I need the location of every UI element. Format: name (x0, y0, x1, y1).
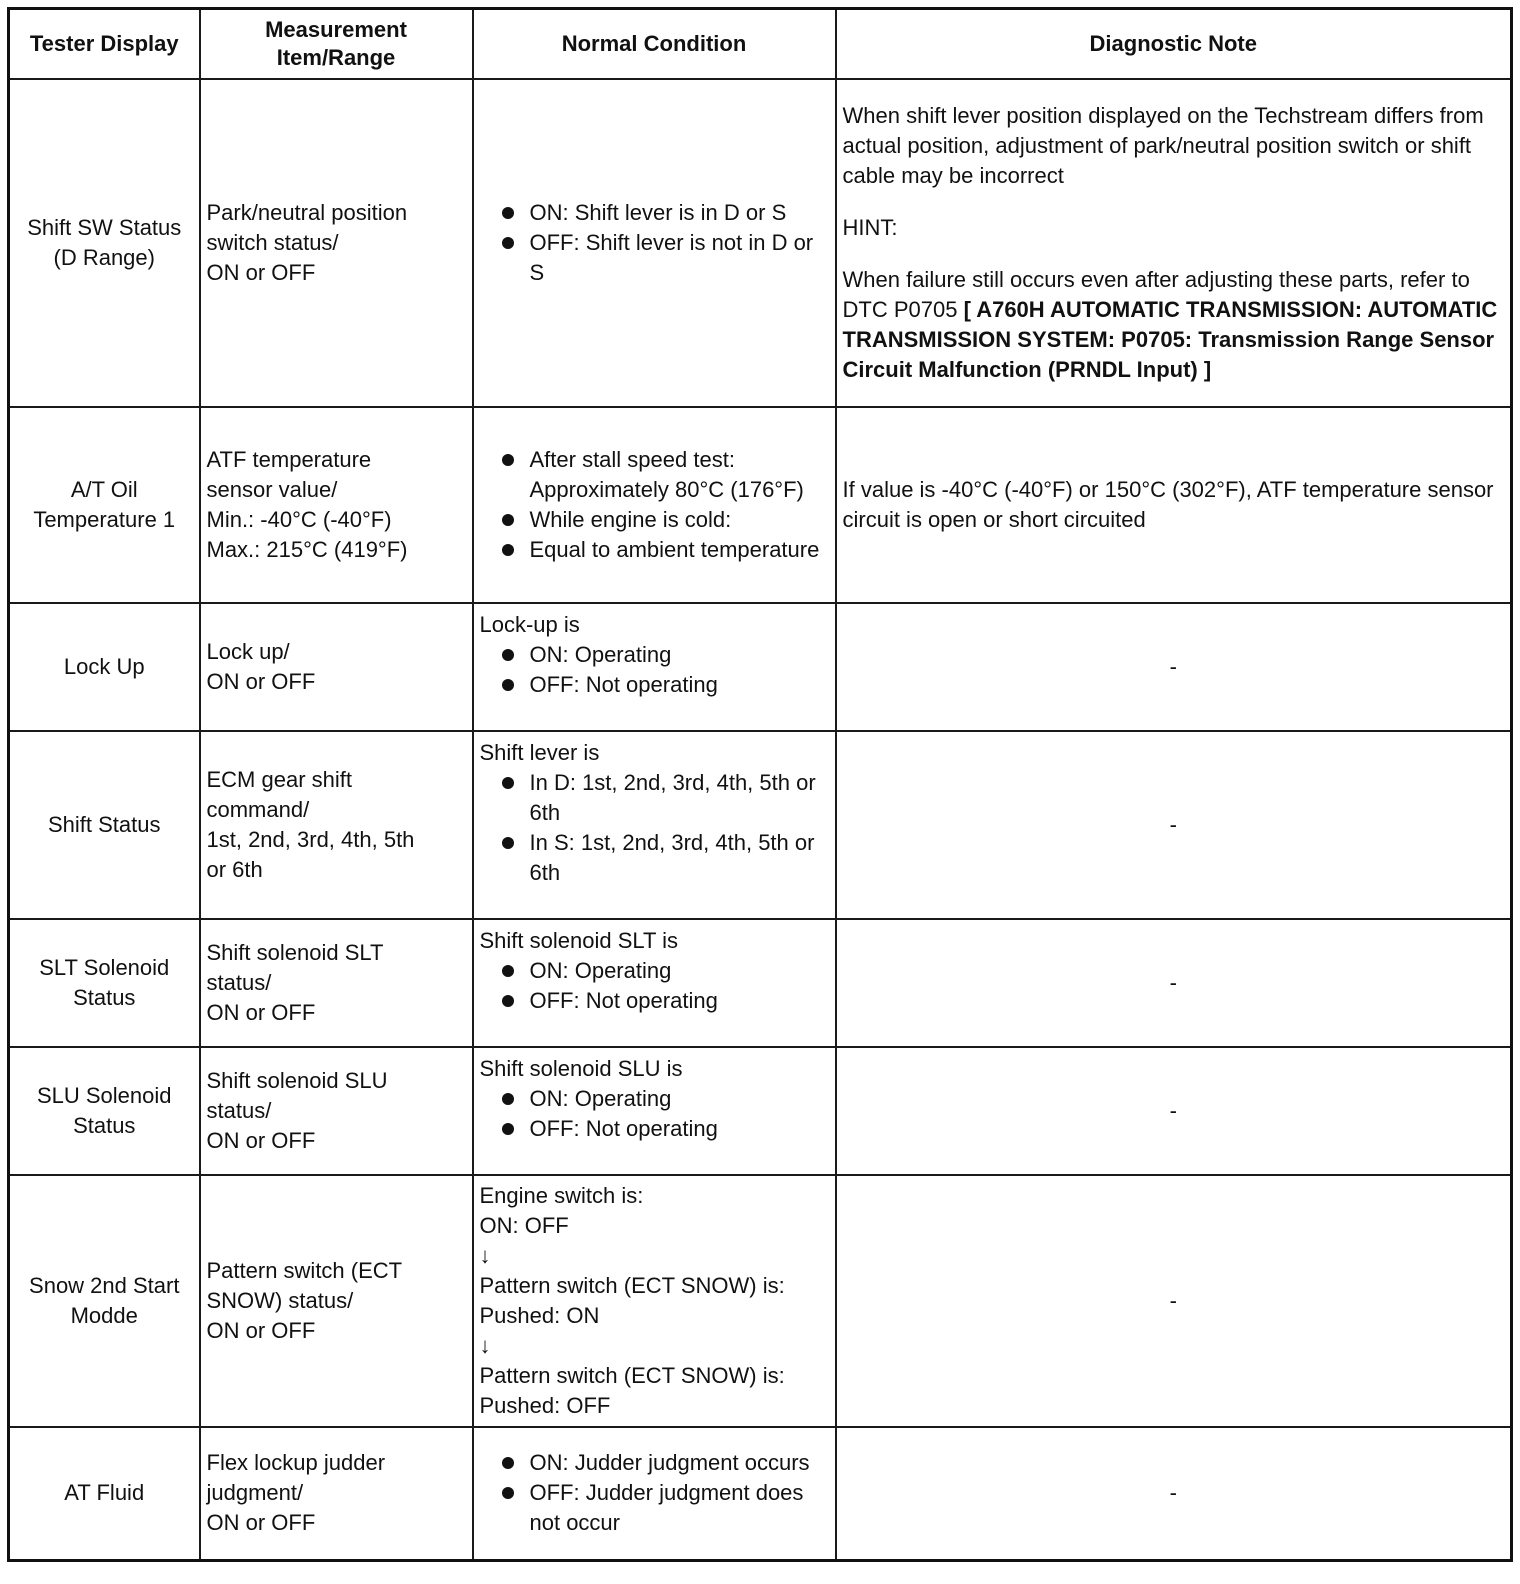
data-list-table (7, 7, 1513, 1562)
diagnostic-note-cell (836, 79, 1512, 407)
measurement-line: Min.: -40°C (-40°F) (206, 506, 392, 532)
measurement-line: sensor value/ (206, 476, 338, 502)
diagnostic-note-cell: - (836, 919, 1512, 1047)
measurement-cell (200, 1047, 473, 1175)
header-measurement (200, 9, 473, 79)
list-item: OFF: Not operating (498, 670, 829, 700)
normal-condition-cell (473, 1047, 836, 1175)
measurement-cell (200, 1427, 473, 1561)
tester-display-cell: Shift SW Status (D Range) (9, 79, 200, 407)
measurement-cell (200, 919, 473, 1047)
normal-condition-cell (473, 407, 836, 603)
down-arrow-icon: ↓ (479, 1332, 491, 1358)
measurement-line: Flex lockup judder (206, 1450, 386, 1476)
normal-condition-list (480, 198, 829, 288)
measurement-line: ON or OFF (206, 668, 316, 694)
normal-condition-cell (473, 603, 836, 731)
measurement-line: ECM gear shift (206, 766, 352, 792)
normal-condition-line: Pushed: OFF (479, 1392, 611, 1418)
header-row (9, 9, 1512, 79)
down-arrow-icon: ↓ (479, 1242, 491, 1268)
normal-condition-cell (473, 1175, 836, 1427)
list-item: OFF: Not operating (498, 986, 829, 1016)
measurement-cell (200, 407, 473, 603)
list-item: ON: Shift lever is in D or S (498, 198, 829, 228)
normal-condition-line: Pushed: ON (479, 1302, 600, 1328)
normal-condition-cell (473, 1427, 836, 1561)
measurement-line: ON or OFF (206, 1127, 316, 1153)
measurement-line: 1st, 2nd, 3rd, 4th, 5th (206, 826, 415, 852)
measurement-line: switch status/ (206, 229, 339, 255)
diagnostic-note-cell: If value is -40°C (-40°F) or 150°C (302°F), ATF temperature sensor circuit is open or short circuited (836, 407, 1512, 603)
normal-condition-cell (473, 79, 836, 407)
tester-display-cell: Shift Status (9, 731, 200, 919)
measurement-line: ON or OFF (206, 259, 316, 285)
measurement-line: ON or OFF (206, 1317, 316, 1343)
measurement-cell (200, 1175, 473, 1427)
list-item: ON: Operating (498, 956, 829, 986)
list-item: After stall speed test: Approximately 80°C (176°F) (498, 445, 829, 505)
normal-condition-intro: Lock-up is (479, 611, 580, 637)
tester-display-cell: SLT Solenoid Status (9, 919, 200, 1047)
measurement-line: status/ (206, 1097, 272, 1123)
diagnostic-note-cell: - (836, 1047, 1512, 1175)
list-item: OFF: Judder judgment does not occur (498, 1478, 829, 1538)
normal-condition-list (480, 768, 829, 888)
measurement-line: Max.: 215°C (419°F) (206, 536, 408, 562)
table-row (9, 1427, 1512, 1561)
measurement-line: status/ (206, 969, 272, 995)
measurement-line: Pattern switch (ECT (206, 1257, 403, 1283)
normal-condition-list (480, 1448, 829, 1538)
diagnostic-note-cell: - (836, 731, 1512, 919)
normal-condition-list (480, 1084, 829, 1144)
list-item: Equal to ambient temperature (498, 535, 829, 565)
normal-condition-list (480, 956, 829, 1016)
list-item: While engine is cold: (498, 505, 829, 535)
tester-display-cell: Lock Up (9, 603, 200, 731)
table-row (9, 1047, 1512, 1175)
measurement-line: ON or OFF (206, 1510, 316, 1536)
list-item: In S: 1st, 2nd, 3rd, 4th, 5th or 6th (498, 828, 829, 888)
normal-condition-line: Pattern switch (ECT SNOW) is: (479, 1362, 785, 1388)
measurement-line: Lock up/ (206, 638, 290, 664)
measurement-line: ATF temperature (206, 446, 372, 472)
table-row (9, 919, 1512, 1047)
measurement-line: Park/neutral position (206, 199, 408, 225)
list-item: ON: Operating (498, 640, 829, 670)
tester-display-cell: AT Fluid (9, 1427, 200, 1561)
normal-condition-intro: Shift lever is (479, 739, 600, 765)
measurement-line: Shift solenoid SLU (206, 1067, 388, 1093)
header-diagnostic-note: Diagnostic Note (836, 9, 1512, 79)
normal-condition-intro: Shift solenoid SLU is (479, 1055, 683, 1081)
header-measurement-label: Measurement Item/Range (265, 16, 407, 70)
list-item: OFF: Shift lever is not in D or S (498, 228, 829, 288)
note-hint: HINT: (842, 214, 898, 240)
tester-display-cell: A/T Oil Temperature 1 (9, 407, 200, 603)
note-paragraph: When shift lever position displayed on the Techstream differs from actual position, adjustment of park/neutral position switch or shift cable may be incorrect (842, 102, 1484, 188)
normal-condition-list (480, 640, 829, 700)
normal-condition-cell (473, 731, 836, 919)
normal-condition-list (480, 445, 829, 565)
normal-condition-cell (473, 919, 836, 1047)
table-row (9, 1175, 1512, 1427)
measurement-line: ON or OFF (206, 999, 316, 1025)
normal-condition-line: ON: OFF (479, 1212, 569, 1238)
diagnostic-note-cell: - (836, 603, 1512, 731)
measurement-line: command/ (206, 796, 310, 822)
list-item: ON: Judder judgment occurs (498, 1448, 829, 1478)
diagnostic-note-cell: - (836, 1175, 1512, 1427)
table-row (9, 407, 1512, 603)
list-item: OFF: Not operating (498, 1114, 829, 1144)
list-item: ON: Operating (498, 1084, 829, 1114)
dtc-reference-link[interactable]: [ A760H AUTOMATIC TRANSMISSION: AUTOMATIC TRANSMISSION SYSTEM: P0705: Transmission Range Sensor Circuit Malfunction (PRNDL Input) ] (842, 296, 1498, 382)
normal-condition-line: Pattern switch (ECT SNOW) is: (479, 1272, 785, 1298)
measurement-line: or 6th (206, 856, 263, 882)
table-row (9, 603, 1512, 731)
note-text: When failure still occurs even after adjusting these parts, refer to DTC P0705 (842, 266, 1470, 322)
table-row (9, 731, 1512, 919)
header-tester-display: Tester Display (9, 9, 200, 79)
header-normal-condition: Normal Condition (473, 9, 836, 79)
table-row (9, 79, 1512, 407)
measurement-line: judgment/ (206, 1480, 304, 1506)
measurement-line: Shift solenoid SLT (206, 939, 384, 965)
normal-condition-intro: Shift solenoid SLT is (479, 927, 679, 953)
tester-display-cell: SLU Solenoid Status (9, 1047, 200, 1175)
measurement-cell (200, 603, 473, 731)
measurement-line: SNOW) status/ (206, 1287, 354, 1313)
measurement-cell (200, 731, 473, 919)
measurement-cell (200, 79, 473, 407)
note-paragraph (843, 265, 1505, 385)
tester-display-cell: Snow 2nd Start Modde (9, 1175, 200, 1427)
list-item: In D: 1st, 2nd, 3rd, 4th, 5th or 6th (498, 768, 829, 828)
normal-condition-line: Engine switch is: (479, 1182, 644, 1208)
diagnostic-note-cell: - (836, 1427, 1512, 1561)
